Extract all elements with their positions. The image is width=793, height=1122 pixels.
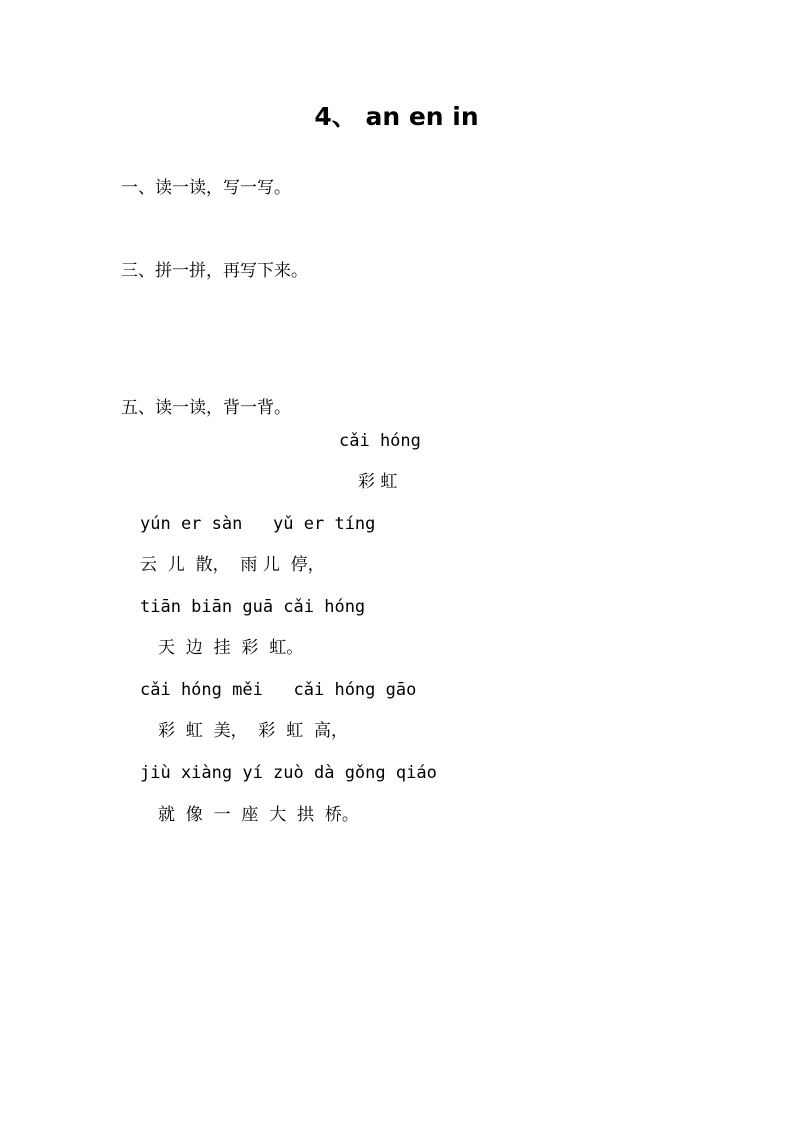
poem-line-3-text: 彩 虹 美， 彩 虹 高， [158,721,349,741]
poem-line-1-text: 云 儿 散， 雨 儿 停， [140,555,325,575]
page-title: 4、 an en in [314,102,479,131]
section-heading-read-write: 一、读一读，写一写。 [121,178,291,198]
poem-line-4-text: 就 像 一 座 大 拱 桥。 [158,805,359,825]
poem-line-2-pinyin: tiān biān guā cǎi hóng [140,597,366,617]
poem-line-3-pinyin: cǎi hóng měi cǎi hóng gāo [140,680,417,700]
poem-title-pinyin: cǎi hóng [339,431,421,451]
poem-line-1-pinyin: yún er sàn yǔ er tíng [140,514,376,534]
poem-line-4-pinyin: jiù xiàng yí zuò dà gǒng qiáo [140,763,437,783]
poem-title: 彩 虹 [358,472,398,492]
section-heading-spell-write: 三、拼一拼，再写下来。 [121,261,308,281]
poem-line-2-text: 天 边 挂 彩 虹。 [158,638,304,658]
section-heading-read-recite: 五、读一读，背一背。 [121,398,291,418]
